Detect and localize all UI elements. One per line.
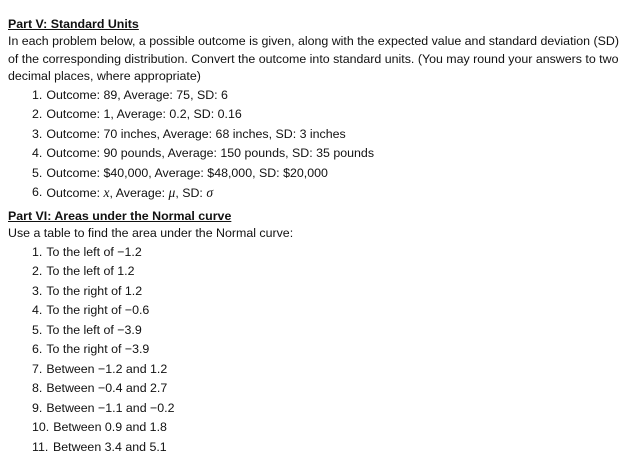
- item-number: 2.: [32, 264, 43, 279]
- outcome-label: Outcome:: [46, 186, 101, 201]
- part-vi-list: [8, 243, 630, 458]
- item-number: 8.: [32, 381, 43, 396]
- item-number: 10.: [32, 420, 50, 435]
- list-item: [8, 183, 630, 203]
- item-text: Outcome: 1, Average: 0.2, SD: 0.16: [46, 107, 242, 122]
- list-item: [8, 301, 630, 321]
- item-number: 5.: [32, 165, 43, 180]
- item-text: To the left of 1.2: [46, 264, 135, 279]
- item-text: Between 0.9 and 1.8: [53, 420, 167, 435]
- item-text: Outcome: $40,000, Average: $48,000, SD: $20,000: [46, 165, 328, 180]
- list-item: [8, 321, 630, 341]
- item-text: Between −1.1 and −0.2: [46, 400, 175, 415]
- document-page: [8, 15, 630, 457]
- item-text: Outcome: 89, Average: 75, SD: 6: [46, 87, 228, 102]
- list-item: [8, 105, 630, 125]
- part-vi-title: Part VI: Areas under the Normal curve: [8, 209, 232, 224]
- item-number: 2.: [32, 107, 43, 122]
- math-sigma: σ: [206, 185, 213, 201]
- item-number: 6.: [32, 342, 43, 357]
- part-v-intro: In each problem below, a possible outcome is given, along with the expected value and standard deviation (SD) of the corresponding distribution. Convert the outcome into standard units. (You may round your answers to two decimal places, where appropriate): [8, 34, 619, 83]
- item-text: Between −0.4 and 2.7: [46, 381, 168, 396]
- item-number: 6.: [32, 185, 43, 200]
- list-item: [8, 164, 630, 184]
- list-item: [8, 399, 630, 419]
- item-number: 7.: [32, 361, 43, 376]
- item-text: Outcome: 70 inches, Average: 68 inches, SD: 3 inches: [46, 126, 346, 141]
- part-v-section: [8, 15, 630, 203]
- list-item: [8, 360, 630, 380]
- sd-label: , SD:: [175, 186, 203, 201]
- part-vi-section: [8, 207, 630, 457]
- item-text: To the right of 1.2: [46, 283, 143, 298]
- list-item: [8, 262, 630, 282]
- item-text: To the right of −3.9: [46, 342, 150, 357]
- list-item: [8, 243, 630, 263]
- item-text: To the left of −1.2: [46, 244, 142, 259]
- part-v-list: [8, 86, 630, 204]
- math-x: x: [103, 185, 110, 201]
- list-item: [8, 282, 630, 302]
- item-number: 9.: [32, 400, 43, 415]
- item-number: 11.: [32, 439, 49, 454]
- list-item: [8, 340, 630, 360]
- item-number: 3.: [32, 126, 43, 141]
- item-text: [46, 183, 213, 203]
- list-item: [8, 418, 630, 438]
- item-text: To the left of −3.9: [46, 322, 142, 337]
- item-number: 5.: [32, 322, 43, 337]
- average-label: , Average:: [109, 186, 166, 201]
- item-text: To the right of −0.6: [46, 303, 150, 318]
- item-number: 3.: [32, 283, 43, 298]
- list-item: [8, 144, 630, 164]
- list-item: [8, 379, 630, 399]
- math-mu: μ: [168, 185, 176, 201]
- item-number: 1.: [32, 244, 43, 259]
- list-item: [8, 438, 630, 458]
- item-number: 4.: [32, 146, 43, 161]
- part-vi-intro: Use a table to find the area under the Normal curve:: [8, 226, 294, 241]
- item-text: Between −1.2 and 1.2: [46, 361, 168, 376]
- list-item: [8, 125, 630, 145]
- item-number: 1.: [32, 87, 43, 102]
- item-text: Between 3.4 and 5.1: [53, 439, 167, 454]
- part-v-title: Part V: Standard Units: [8, 17, 139, 31]
- list-item: [8, 86, 630, 106]
- item-text: Outcome: 90 pounds, Average: 150 pounds, SD: 35 pounds: [46, 146, 375, 161]
- item-number: 4.: [32, 303, 43, 318]
